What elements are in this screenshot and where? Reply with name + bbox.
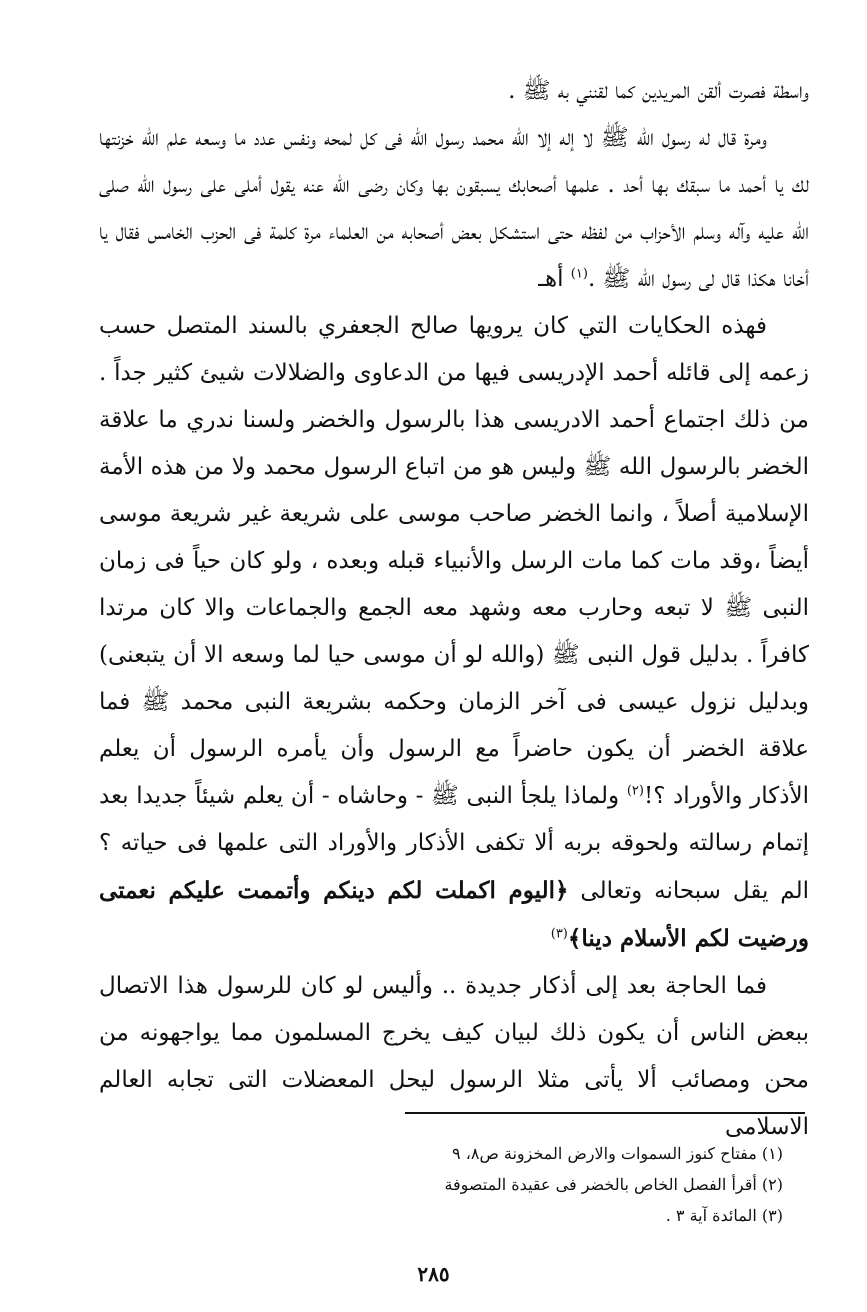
paragraph-3-text: فهذه الحكايات التي كان يرويها صالح الجعفري بالسند المتصل حسب زعمه إلى قائله أحمد الإدريسى فيها من الدعاوى والضلالات شيئ كثير جداً . من ذلك اجتماع أحمد الادريسى هذا بالرسول والخضر ولسنا ندري ما علاقة الخضر بالرسول الله ﷺ وليس هو من اتباع الرسول محمد ولا من هذه الأمة الإسلامية أصلاً ، وانما الخضر صاحب موسى على شريعة غير شريعة موسى أيضاً ،وقد مات كما مات الرسل والأنبياء قبله وبعده ، ولو كان حياً فى زمان النبى ﷺ لا تبعه وحارب معه وشهد معه الجمع والجماعات والا كان مرتدا كافراً . بدليل قول النبى ﷺ (والله لو أن موسى حيا لما وسعه الا أن يتبعنى) وبدليل نزول عيسى فى آخر الزمان وحكمه بشريعة النبى محمد ﷺ فما علاقة الخضر أن يكون حاضراً مع الرسول وأن يأمره الرسول أن يعلم الأذكار والأوراد ؟! (99, 313, 810, 809)
paragraph-2-tail: أهـ (538, 266, 571, 292)
footnote-ref-2: (٢) (626, 783, 644, 799)
footnote-ref-3: (٣) (550, 926, 568, 942)
footnote-separator (405, 1112, 805, 1114)
footnote-1: (١) مفتاح كنوز السموات والارض المخزونة ص٨، ٩ (452, 1144, 783, 1163)
paragraph-1-text: واسطة فصرت ألقن المريدين كما لقنني به ﷺ . (508, 78, 809, 104)
paragraph-4 (99, 963, 809, 1151)
page-number: ٢٨٥ (417, 1262, 450, 1286)
footnote-ref-1: (١) (570, 266, 588, 282)
main-text (99, 68, 809, 1151)
paragraph-1 (99, 68, 809, 115)
paragraph-2-text: ومرة قال له رسول الله ﷺ لا إله إلا الله محمد رسول الله فى كل لمحه ونفس عدد ما وسعه علم الله خزنتها لك يا أحمد ما سبقك بها أحد . علمها أصحابك يسبقون بها وكان رضى الله عنه يقول أملى على رسول الله صلى الله عليه وآله وسلم الأحزاب من لفظه حتى استشكل بعض أصحابه من العلماء مرة كلمة فى الحزب الخامس فقال يا أخانا هكذا قال لى رسول الله ﷺ . (99, 125, 809, 292)
quran-quote: ﴿اليوم اكملت لكم دينكم وأتممت عليكم نعمتى ورضيت لكم الأسلام دينا﴾ (99, 877, 809, 952)
footnote-2: (٢) أقرأ الفصل الخاص بالخضر فى عقيدة المتصوفة (444, 1175, 783, 1194)
paragraph-3 (99, 303, 809, 963)
footnotes (444, 1138, 783, 1231)
paragraph-3-continuation: ولماذا يلجأ النبى ﷺ - وحاشاه - أن يعلم شيئاً جديدا بعد إتمام رسالته ولحوقه بربه ألا تكفى الأذكار والأوراد التى علمها فى حياته ؟ الم يقل سبحانه وتعالى (99, 783, 809, 904)
paragraph-2 (99, 115, 809, 303)
footnote-3: (٣) المائدة آية ٣ . (665, 1206, 783, 1225)
paragraph-4-text: فما الحاجة بعد إلى أذكار جديدة .. وأليس لو كان للرسول هذا الاتصال ببعض الناس أن يكون ذلك لبيان كيف يخرج المسلمون مما يواجهونه من محن ومصائب ألا يأتى مثلا الرسول ليحل المعضلات التى تجابه العالم الاسلامى (99, 973, 809, 1140)
